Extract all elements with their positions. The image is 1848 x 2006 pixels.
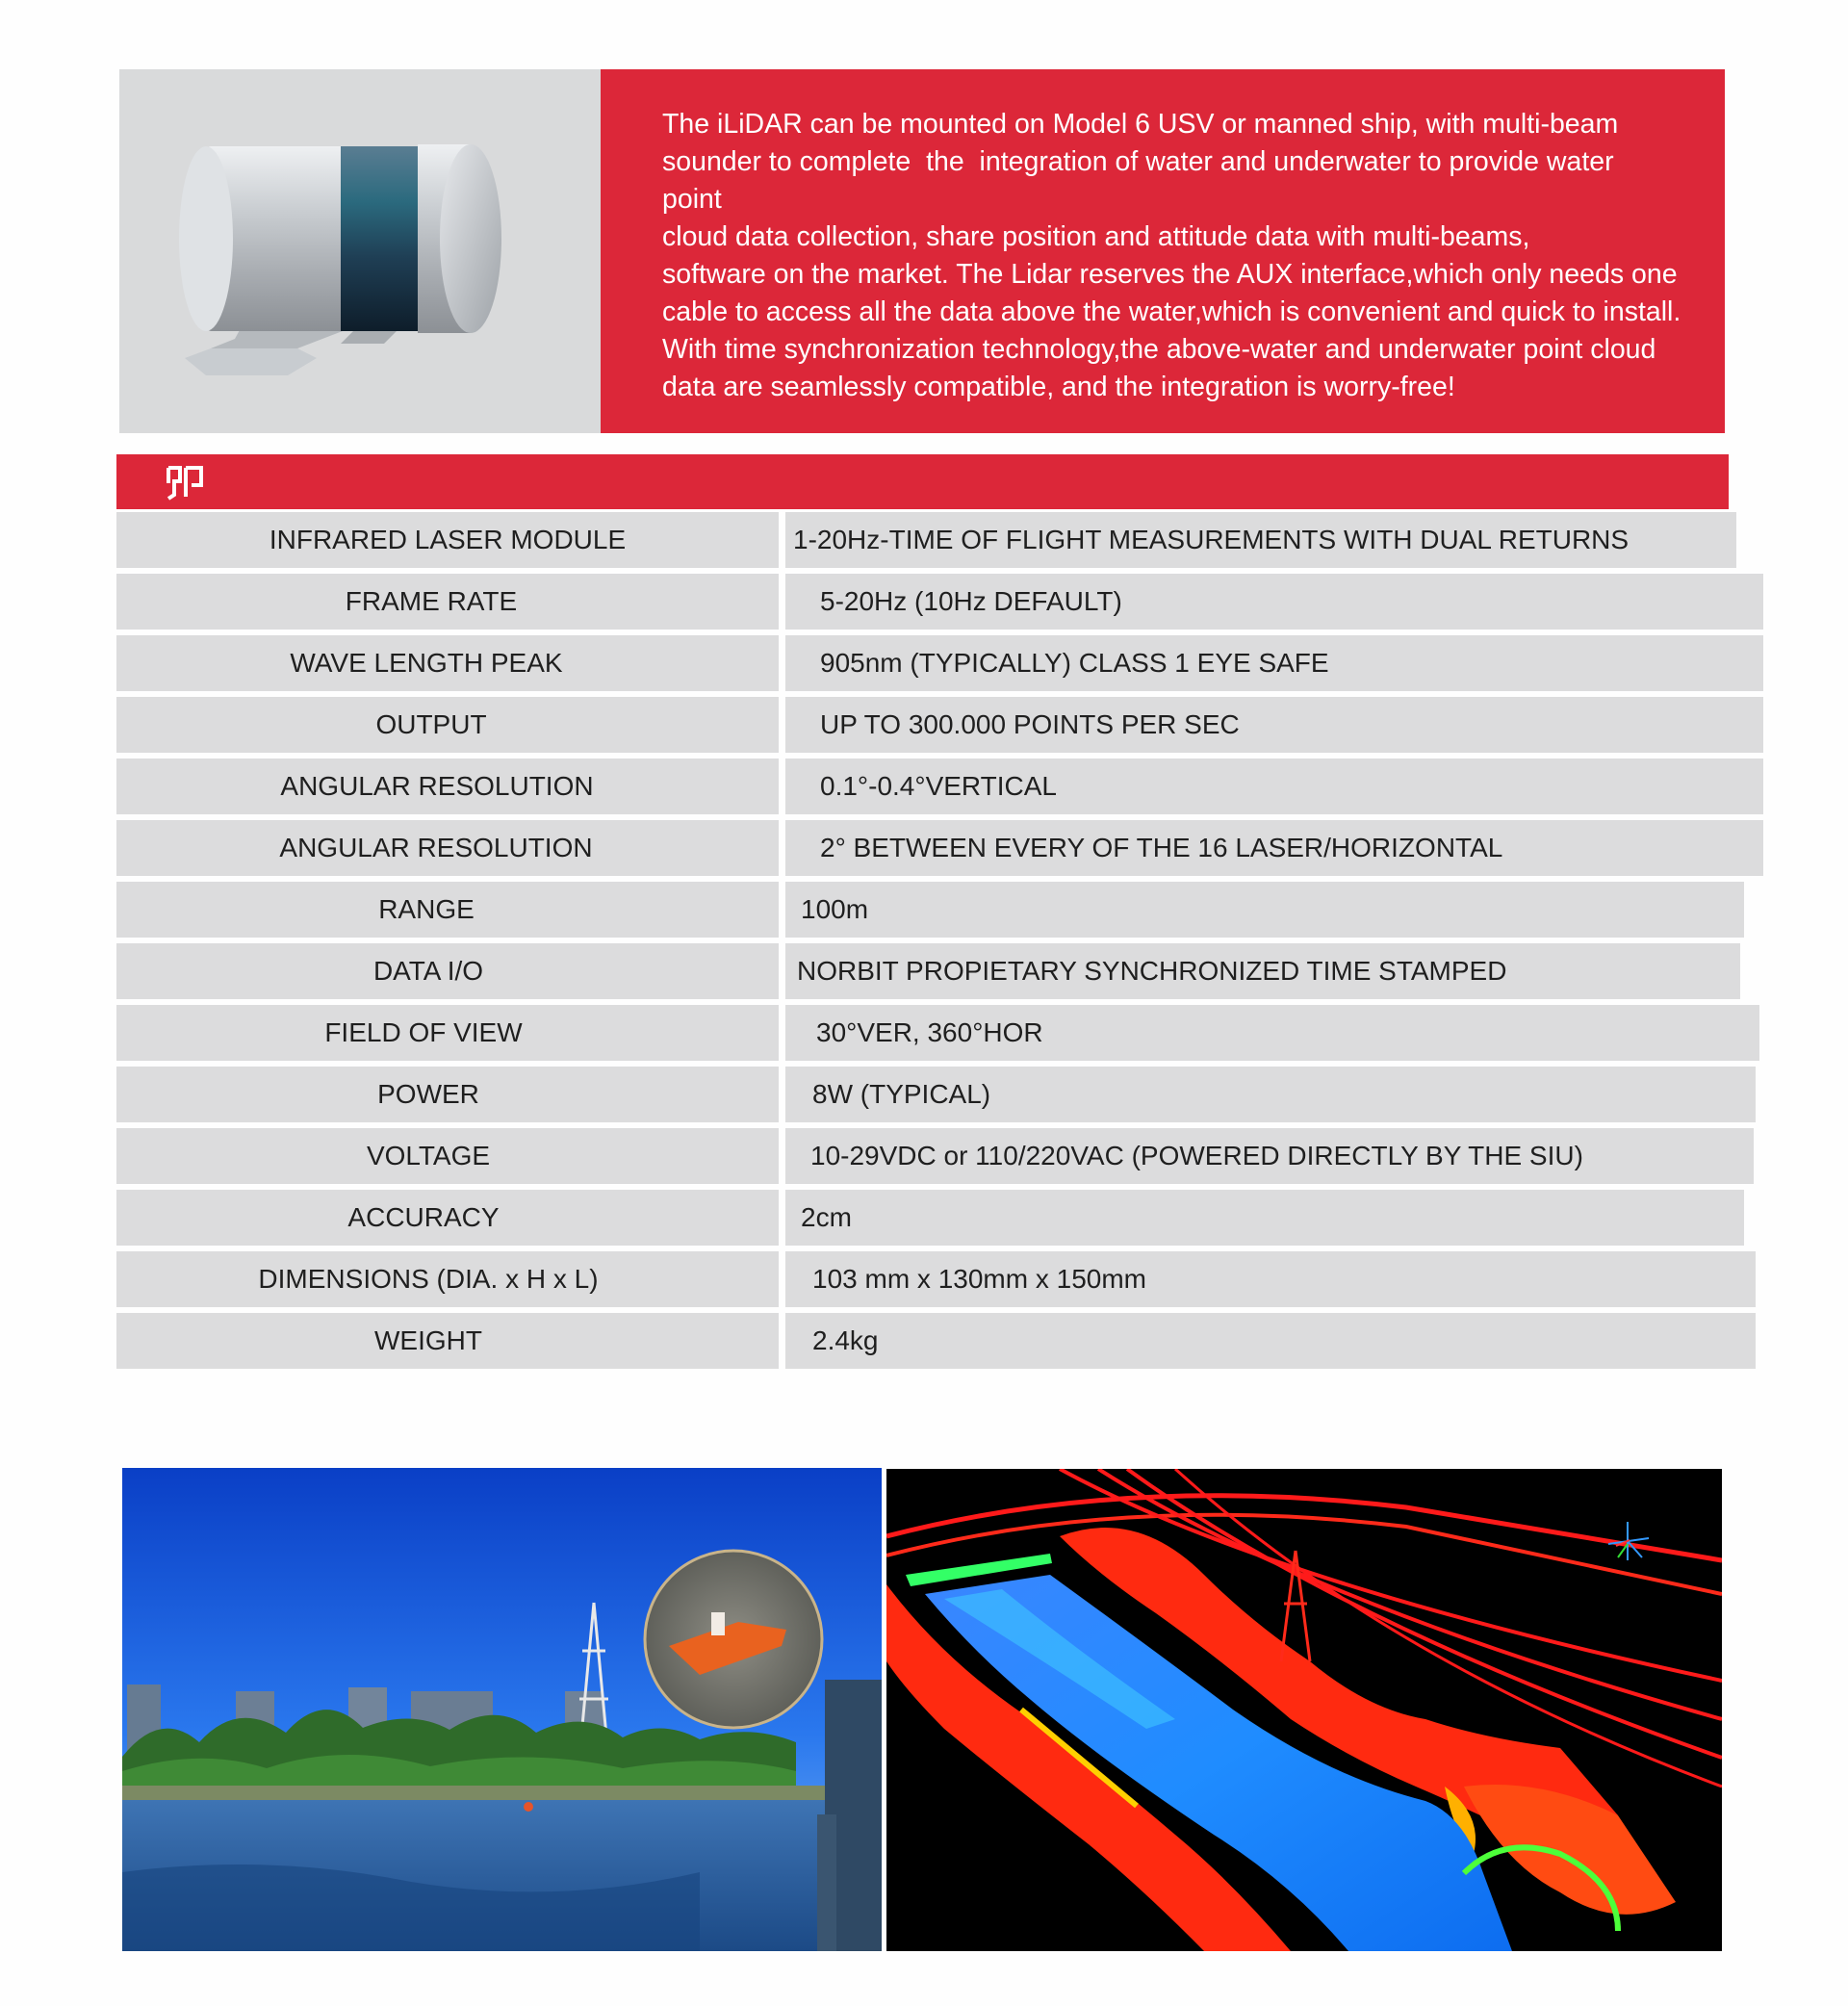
- spec-value: 100m: [801, 894, 869, 924]
- spec-label: OUTPUT: [375, 709, 487, 739]
- spec-value: 2° BETWEEN EVERY OF THE 16 LASER/HORIZONTAL: [820, 833, 1503, 862]
- spec-value-cell: [785, 1251, 1756, 1307]
- lidar-sensor-image: [119, 69, 601, 433]
- spec-label: FRAME RATE: [345, 586, 518, 616]
- spec-value-cell: [785, 1313, 1756, 1369]
- spec-row: [116, 940, 1729, 1002]
- spec-row: [116, 694, 1729, 756]
- description-line: point: [662, 184, 722, 215]
- spec-value: 103 mm x 130mm x 150mm: [812, 1264, 1146, 1294]
- spec-value-cell: [785, 574, 1763, 630]
- spec-label-cell: [116, 820, 779, 876]
- spec-row: [116, 1310, 1729, 1372]
- brand-logo-icon: [163, 462, 207, 502]
- spec-value: 2cm: [801, 1202, 852, 1232]
- spec-label-cell: [116, 1190, 779, 1246]
- spec-row: [116, 1187, 1729, 1248]
- description-line: sounder to complete the integration of water and underwater to provide water: [662, 146, 1614, 177]
- spec-value: 8W (TYPICAL): [812, 1079, 991, 1109]
- spec-label-cell: [116, 1128, 779, 1184]
- spec-label-cell: [116, 1313, 779, 1369]
- spec-label: INFRARED LASER MODULE: [269, 525, 627, 554]
- spec-row: [116, 571, 1729, 632]
- description-panel: [601, 69, 1725, 433]
- spec-value: 1-20Hz-TIME OF FLIGHT MEASUREMENTS WITH DUAL RETURNS: [793, 525, 1630, 554]
- spec-label-cell: [116, 697, 779, 753]
- spec-label: VOLTAGE: [366, 1141, 491, 1170]
- spec-value-cell: [785, 759, 1763, 814]
- spec-label: RANGE: [378, 894, 475, 924]
- river-scene-image: [122, 1468, 882, 1951]
- spec-label-cell: [116, 512, 779, 568]
- spec-value-cell: [785, 697, 1763, 753]
- spec-value-cell: [785, 512, 1736, 568]
- spec-value: 5-20Hz (10Hz DEFAULT): [820, 586, 1122, 616]
- spec-value: 30°VER, 360°HOR: [816, 1017, 1043, 1047]
- spec-row: [116, 1002, 1729, 1064]
- spec-row: [116, 509, 1729, 571]
- spec-row: [116, 1125, 1729, 1187]
- spec-value-cell: [785, 1190, 1744, 1246]
- spec-table-header: [116, 454, 1729, 509]
- product-image-panel: [119, 69, 601, 433]
- spec-value-cell: [785, 1067, 1756, 1122]
- spec-label: WEIGHT: [374, 1325, 482, 1355]
- spec-value-cell: [785, 820, 1763, 876]
- description-line: data are seamlessly compatible, and the integration is worry-free!: [662, 372, 1455, 402]
- point-cloud-render: [886, 1469, 1722, 1951]
- spec-label-cell: [116, 635, 779, 691]
- spec-value: 0.1°-0.4°VERTICAL: [820, 771, 1057, 801]
- spec-label-cell: [116, 1005, 779, 1061]
- spec-row: [116, 632, 1729, 694]
- spec-table: [116, 509, 1729, 1372]
- description-line: cable to access all the data above the water,which is convenient and quick to install.: [662, 296, 1681, 327]
- spec-row: [116, 1248, 1729, 1310]
- spec-label-cell: [116, 882, 779, 938]
- spec-label: ANGULAR RESOLUTION: [280, 771, 594, 801]
- spec-value-cell: [785, 943, 1740, 999]
- description-line: software on the market. The Lidar reserves the AUX interface,which only needs one: [662, 259, 1678, 290]
- spec-label-cell: [116, 1067, 779, 1122]
- spec-label: FIELD OF VIEW: [324, 1017, 523, 1047]
- spec-label-cell: [116, 574, 779, 630]
- spec-label-cell: [116, 1251, 779, 1307]
- spec-row: [116, 1064, 1729, 1125]
- spec-value-cell: [785, 635, 1763, 691]
- point-cloud-image: [886, 1469, 1722, 1951]
- description-line: With time synchronization technology,the above-water and underwater point cloud: [662, 334, 1656, 365]
- description-line: The iLiDAR can be mounted on Model 6 USV or manned ship, with multi-beam: [662, 109, 1619, 140]
- spec-value: 905nm (TYPICALLY) CLASS 1 EYE SAFE: [820, 648, 1329, 678]
- spec-label: WAVE LENGTH PEAK: [290, 648, 563, 678]
- spec-label: DIMENSIONS (DIA. x H x L): [258, 1264, 599, 1294]
- spec-value: 10-29VDC or 110/220VAC (POWERED DIRECTLY BY THE SIU): [810, 1141, 1583, 1170]
- spec-row: [116, 817, 1729, 879]
- spec-label-cell: [116, 943, 779, 999]
- spec-value-cell: [785, 1005, 1759, 1061]
- spec-label: DATA I/O: [372, 956, 484, 986]
- spec-label: ANGULAR RESOLUTION: [279, 833, 593, 862]
- spec-label: ACCURACY: [347, 1202, 500, 1232]
- spec-row: [116, 879, 1729, 940]
- spec-value-cell: [785, 1128, 1754, 1184]
- river-usv-photo: [122, 1468, 882, 1951]
- spec-value: UP TO 300.000 POINTS PER SEC: [820, 709, 1240, 739]
- description-text: [662, 106, 1725, 406]
- spec-value: NORBIT PROPIETARY SYNCHRONIZED TIME STAMPED: [797, 956, 1507, 986]
- description-line: cloud data collection, share position and attitude data with multi-beams,: [662, 221, 1530, 252]
- spec-value: 2.4kg: [812, 1325, 879, 1355]
- spec-value-cell: [785, 882, 1744, 938]
- spec-label-cell: [116, 759, 779, 814]
- spec-row: [116, 756, 1729, 817]
- spec-label: POWER: [377, 1079, 479, 1109]
